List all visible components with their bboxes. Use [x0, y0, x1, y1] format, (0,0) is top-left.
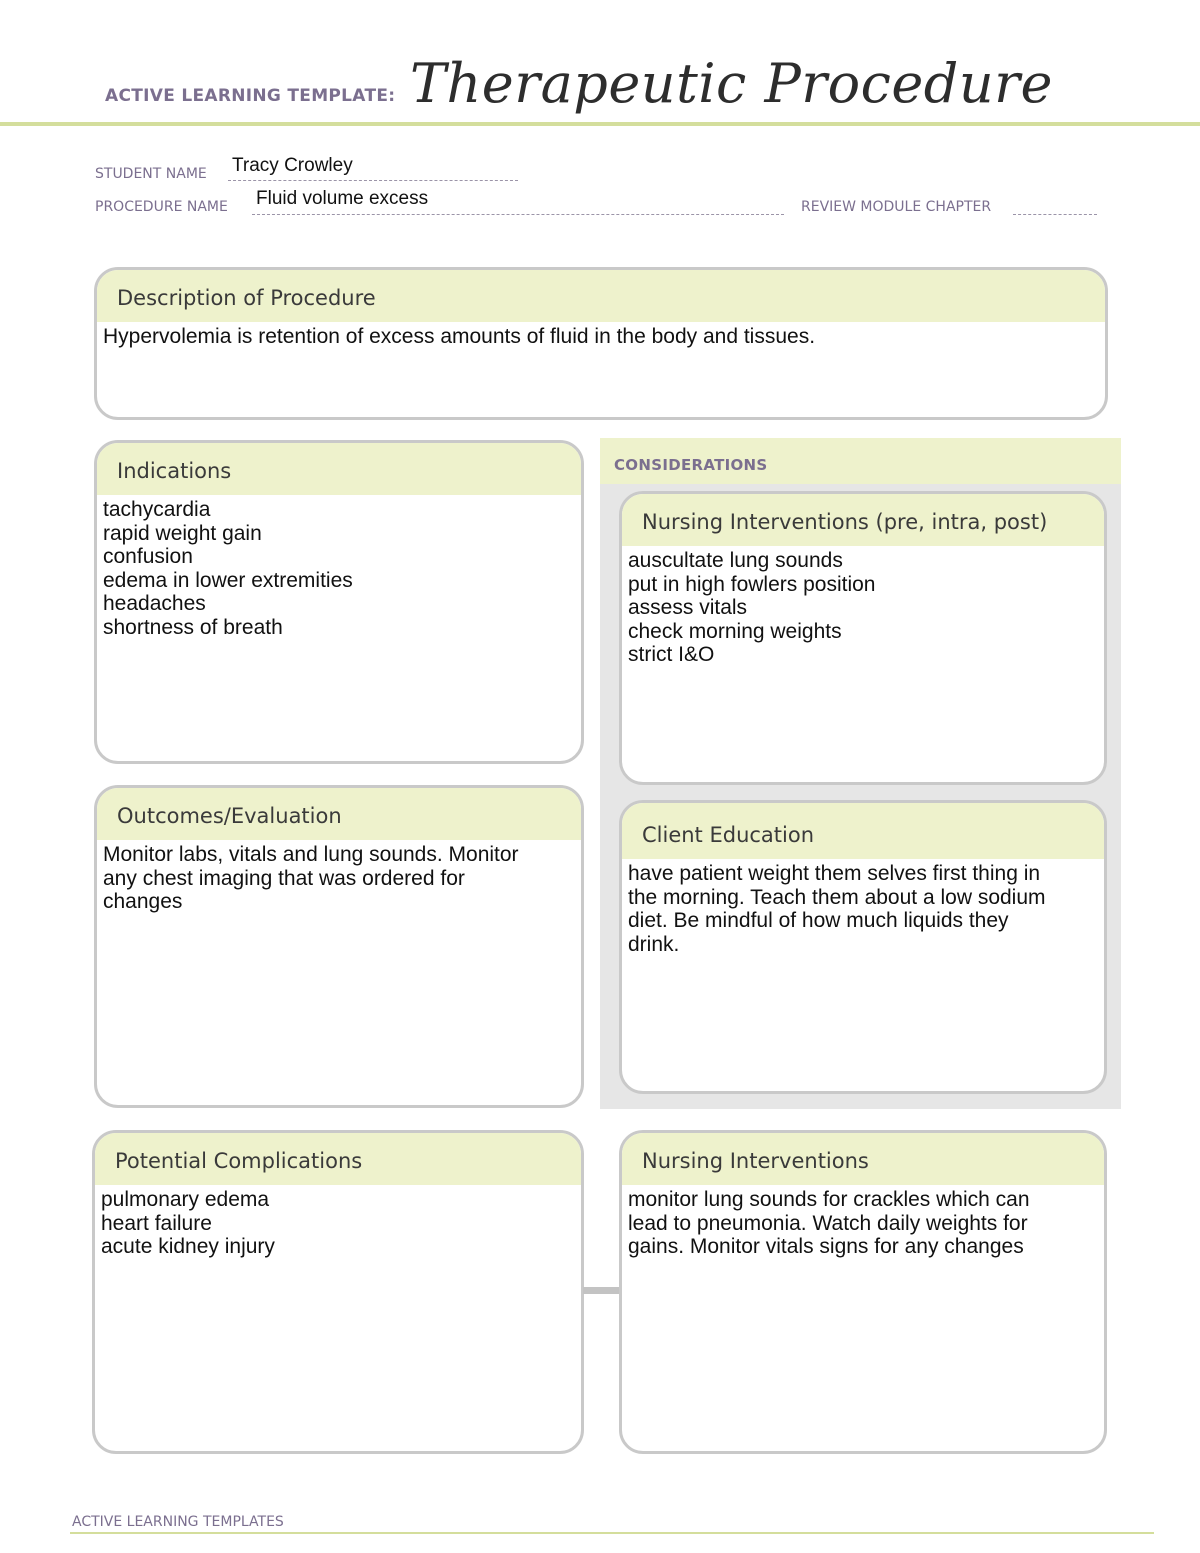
- nursing-interventions-title: Nursing Interventions: [622, 1133, 1104, 1185]
- procedure-name-underline: [252, 214, 784, 215]
- footer-label: ACTIVE LEARNING TEMPLATES: [72, 1514, 284, 1530]
- outcomes-box: [94, 785, 584, 1108]
- considerations-label: CONSIDERATIONS: [614, 456, 768, 474]
- indications-text[interactable]: tachycardia rapid weight gain confusion edema in lower extremities headaches shortness of breath: [103, 498, 353, 639]
- header-divider: [0, 122, 1200, 126]
- outcomes-text[interactable]: Monitor labs, vitals and lung sounds. Monitor any chest imaging that was ordered for changes: [103, 843, 519, 914]
- indications-box: [94, 440, 584, 764]
- page-title: Therapeutic Procedure: [410, 52, 1053, 115]
- nursing-interventions-text[interactable]: monitor lung sounds for crackles which can lead to pneumonia. Watch daily weights for gains. Monitor vitals signs for any changes: [628, 1188, 1030, 1259]
- complications-box: [92, 1130, 584, 1454]
- outcomes-title: Outcomes/Evaluation: [97, 788, 581, 840]
- procedure-name-field[interactable]: Fluid volume excess: [256, 188, 429, 209]
- description-text[interactable]: Hypervolemia is retention of excess amounts of fluid in the body and tissues.: [103, 325, 816, 348]
- description-title: Description of Procedure: [97, 270, 1105, 322]
- footer-divider: [70, 1532, 1154, 1534]
- nursing-interventions-pip-title: Nursing Interventions (pre, intra, post): [622, 494, 1104, 546]
- template-label: ACTIVE LEARNING TEMPLATE:: [105, 86, 396, 106]
- indications-title: Indications: [97, 443, 581, 495]
- box-connector: [583, 1287, 621, 1294]
- client-education-text[interactable]: have patient weight them selves first thing in the morning. Teach them about a low sodium diet. Be mindful of how much liquids they drink.: [628, 862, 1046, 956]
- procedure-name-label: PROCEDURE NAME: [95, 199, 228, 215]
- review-module-label: REVIEW MODULE CHAPTER: [801, 199, 992, 215]
- complications-text[interactable]: pulmonary edema heart failure acute kidney injury: [101, 1188, 275, 1259]
- review-module-underline: [1013, 214, 1097, 215]
- student-name-field[interactable]: Tracy Crowley: [232, 155, 353, 176]
- nursing-interventions-pip-text[interactable]: auscultate lung sounds put in high fowlers position assess vitals check morning weights strict I&O: [628, 549, 876, 667]
- description-box: [94, 267, 1108, 420]
- student-name-underline: [228, 180, 518, 181]
- nursing-interventions-pip-box: [619, 491, 1107, 785]
- student-name-label: STUDENT NAME: [95, 166, 207, 182]
- nursing-interventions-box: [619, 1130, 1107, 1454]
- client-education-box: [619, 800, 1107, 1094]
- complications-title: Potential Complications: [95, 1133, 581, 1185]
- client-education-title: Client Education: [622, 803, 1104, 859]
